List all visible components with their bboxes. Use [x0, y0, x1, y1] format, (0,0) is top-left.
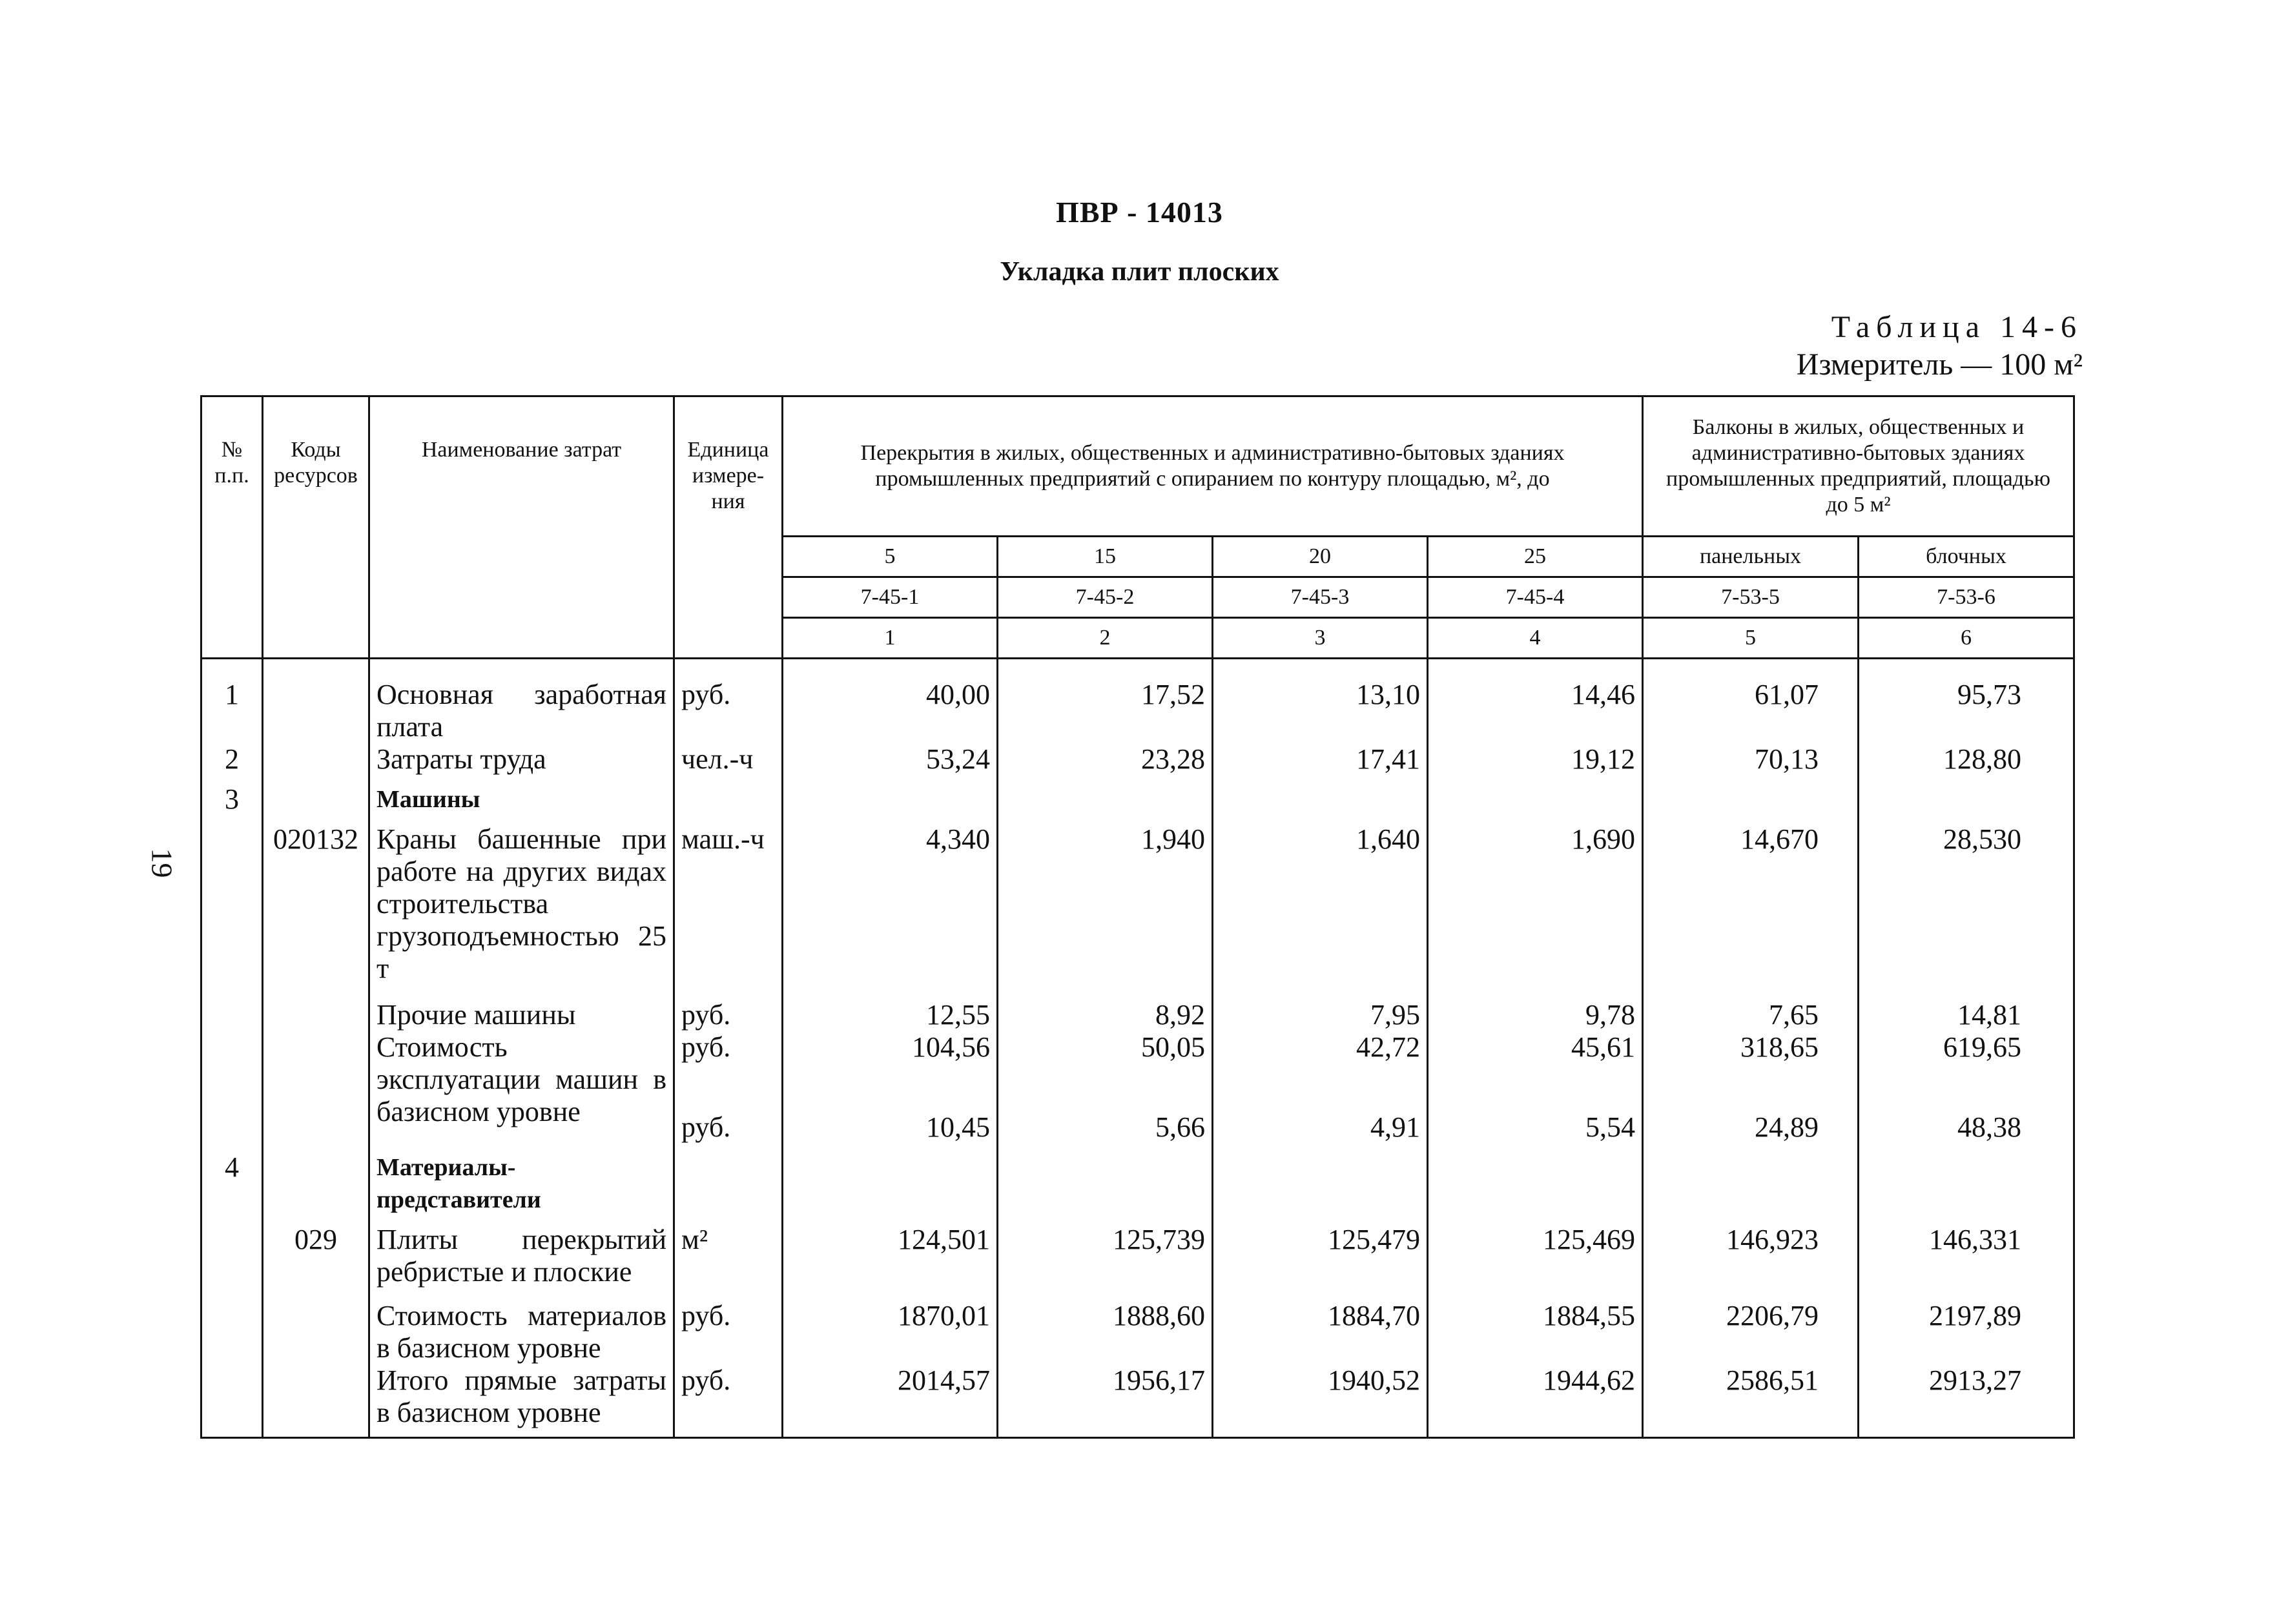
row-value: 619,65	[1943, 1031, 2022, 1063]
row-code	[263, 1031, 369, 1144]
row-code	[263, 776, 369, 816]
row-value: 45,61	[1571, 1031, 1635, 1063]
header-size: 25	[1428, 537, 1643, 577]
page-number: 19	[145, 848, 179, 878]
table-row	[201, 1031, 2074, 1144]
row-value: 1944,62	[1428, 1364, 1643, 1438]
row-value-cell	[783, 1031, 998, 1144]
header-code: 7-45-1	[783, 577, 998, 618]
row-value: 146,923	[1643, 1216, 1859, 1300]
row-value: 13,10	[1213, 659, 1428, 744]
row-value-cell	[998, 1031, 1213, 1144]
table-row	[201, 816, 2074, 999]
header-index: 6	[1859, 618, 2074, 659]
header-code: 7-45-4	[1428, 577, 1643, 618]
row-value: 1,690	[1428, 816, 1643, 999]
table-row	[201, 1144, 2074, 1216]
row-num: 3	[201, 776, 263, 816]
row-value: 2586,51	[1643, 1364, 1859, 1438]
row-value	[1643, 1144, 1859, 1216]
row-value-secondary: 5,66	[1155, 1111, 1205, 1143]
row-value	[1428, 776, 1643, 816]
row-num	[201, 1300, 263, 1364]
header-size: панельных	[1643, 537, 1859, 577]
row-name: Машины	[369, 776, 674, 816]
table-row	[201, 743, 2074, 776]
row-value	[783, 776, 998, 816]
row-value	[1859, 1144, 2074, 1216]
row-code	[263, 743, 369, 776]
row-value: 61,07	[1643, 659, 1859, 744]
row-value-secondary: 10,45	[926, 1111, 990, 1143]
table-row	[201, 776, 2074, 816]
row-value: 1956,17	[998, 1364, 1213, 1438]
row-value: 14,81	[1859, 999, 2074, 1031]
row-value: 125,739	[998, 1216, 1213, 1300]
row-value	[783, 1144, 998, 1216]
header-group-floors: Перекрытия в жилых, общественных и административно-бытовых зданиях промышленных предприятий с опиранием по контуру площадью, м², до	[783, 396, 1643, 537]
row-value	[1859, 776, 2074, 816]
header-size: 5	[783, 537, 998, 577]
row-value: 2206,79	[1643, 1300, 1859, 1364]
table-row	[201, 1300, 2074, 1364]
row-num: 1	[201, 659, 263, 744]
measure-unit: Измеритель — 100 м²	[1796, 347, 2083, 382]
row-value: 2197,89	[1859, 1300, 2074, 1364]
table-body	[201, 659, 2074, 1438]
row-value: 53,24	[783, 743, 998, 776]
row-value: 9,78	[1428, 999, 1643, 1031]
row-unit: руб.	[674, 1300, 783, 1364]
row-num	[201, 816, 263, 999]
header-code: 7-53-6	[1859, 577, 2074, 618]
row-unit: руб.	[681, 1031, 731, 1063]
row-value: 1888,60	[998, 1300, 1213, 1364]
row-value: 40,00	[783, 659, 998, 744]
row-value: 1,640	[1213, 816, 1428, 999]
header-code: 7-45-2	[998, 577, 1213, 618]
header-index: 2	[998, 618, 1213, 659]
row-value	[998, 1144, 1213, 1216]
row-value: 2913,27	[1859, 1364, 2074, 1438]
row-value: 1884,70	[1213, 1300, 1428, 1364]
row-value	[1213, 1144, 1428, 1216]
row-unit-cell	[674, 1031, 783, 1144]
row-name: Затраты труда	[369, 743, 674, 776]
header-index: 4	[1428, 618, 1643, 659]
document-title: ПВР - 14013	[1056, 196, 1223, 229]
row-value: 28,530	[1859, 816, 2074, 999]
row-value-cell	[1428, 1031, 1643, 1144]
row-value: 104,56	[912, 1031, 990, 1063]
row-value: 146,331	[1859, 1216, 2074, 1300]
row-value-cell	[1859, 1031, 2074, 1144]
row-value: 2014,57	[783, 1364, 998, 1438]
header-size: 20	[1213, 537, 1428, 577]
header-index: 1	[783, 618, 998, 659]
row-value: 124,501	[783, 1216, 998, 1300]
row-value: 14,670	[1643, 816, 1859, 999]
document-subtitle: Укладка плит плоских	[1000, 257, 1279, 287]
row-num: 4	[201, 1144, 263, 1216]
row-unit: маш.-ч	[674, 816, 783, 999]
row-value-cell	[1643, 1031, 1859, 1144]
row-name: Итого прямые затраты в базисном уровне	[369, 1364, 674, 1438]
row-unit: руб.	[674, 659, 783, 744]
row-unit	[674, 1144, 783, 1216]
header-code: 7-45-3	[1213, 577, 1428, 618]
table-row	[201, 659, 2074, 744]
row-name: Стоимость эксплуатации машин в базисном уровне	[369, 1031, 674, 1144]
row-num	[201, 1216, 263, 1300]
table-label: Таблица 14-6	[1831, 310, 2083, 344]
row-value: 1,940	[998, 816, 1213, 999]
row-value: 42,72	[1356, 1031, 1420, 1063]
header-size: 15	[998, 537, 1213, 577]
header-group-balconies: Балконы в жилых, общественных и административно-бытовых зданиях промышленных предприятий, площадью до 5 м²	[1643, 396, 2074, 537]
row-value: 7,95	[1213, 999, 1428, 1031]
row-unit: руб.	[674, 999, 783, 1031]
table-row	[201, 1364, 2074, 1438]
row-value: 12,55	[783, 999, 998, 1031]
row-code	[263, 659, 369, 744]
header-index: 3	[1213, 618, 1428, 659]
row-value: 19,12	[1428, 743, 1643, 776]
header-size: блочных	[1859, 537, 2074, 577]
row-unit: чел.-ч	[674, 743, 783, 776]
row-value: 7,65	[1643, 999, 1859, 1031]
row-value: 17,41	[1213, 743, 1428, 776]
row-value: 125,469	[1428, 1216, 1643, 1300]
table-row	[201, 1216, 2074, 1300]
table-caption	[1797, 309, 2083, 384]
row-unit-secondary: руб.	[681, 1111, 731, 1143]
row-value: 8,92	[998, 999, 1213, 1031]
row-name: Плиты перекрытий ребристые и плоские	[369, 1216, 674, 1300]
row-value: 50,05	[1141, 1031, 1205, 1063]
row-value-secondary: 4,91	[1370, 1111, 1420, 1143]
row-value: 1870,01	[783, 1300, 998, 1364]
row-value	[1643, 776, 1859, 816]
row-num: 2	[201, 743, 263, 776]
row-value: 1884,55	[1428, 1300, 1643, 1364]
row-num	[201, 1031, 263, 1144]
row-name: Материалы-представители	[369, 1144, 674, 1216]
row-value: 23,28	[998, 743, 1213, 776]
row-num	[201, 1364, 263, 1438]
row-unit: м²	[674, 1216, 783, 1300]
row-value	[998, 776, 1213, 816]
row-value-cell	[1213, 1031, 1428, 1144]
row-value-secondary: 48,38	[1957, 1111, 2022, 1143]
row-code	[263, 1364, 369, 1438]
row-name: Прочие машины	[369, 999, 674, 1031]
header-codes: Коды ресурсов	[263, 396, 369, 659]
table-row	[201, 999, 2074, 1031]
row-name: Основная заработная плата	[369, 659, 674, 744]
row-value	[1213, 776, 1428, 816]
row-value: 4,340	[783, 816, 998, 999]
row-value: 128,80	[1859, 743, 2074, 776]
row-value: 125,479	[1213, 1216, 1428, 1300]
cost-table	[200, 395, 2075, 1439]
row-num	[201, 999, 263, 1031]
row-name: Стоимость материалов в базисном уровне	[369, 1300, 674, 1364]
header-index: 5	[1643, 618, 1859, 659]
header-num: № п.п.	[201, 396, 263, 659]
row-code: 029	[263, 1216, 369, 1300]
table-header	[201, 396, 2074, 659]
row-value: 17,52	[998, 659, 1213, 744]
row-unit: руб.	[674, 1364, 783, 1438]
row-value: 14,46	[1428, 659, 1643, 744]
row-value-secondary: 24,89	[1755, 1111, 1819, 1143]
row-code: 020132	[263, 816, 369, 999]
row-value	[1428, 1144, 1643, 1216]
row-value-secondary: 5,54	[1585, 1111, 1635, 1143]
row-code	[263, 999, 369, 1031]
row-unit	[674, 776, 783, 816]
row-code	[263, 1144, 369, 1216]
header-code: 7-53-5	[1643, 577, 1859, 618]
row-value: 70,13	[1643, 743, 1859, 776]
header-unit: Единица измере-ния	[674, 396, 783, 659]
row-value: 95,73	[1859, 659, 2074, 744]
row-value: 318,65	[1740, 1031, 1819, 1063]
row-value: 1940,52	[1213, 1364, 1428, 1438]
header-name: Наименование затрат	[369, 396, 674, 659]
row-code	[263, 1300, 369, 1364]
row-name: Краны башенные при работе на других видах строительства грузоподъемностью 25 т	[369, 816, 674, 999]
